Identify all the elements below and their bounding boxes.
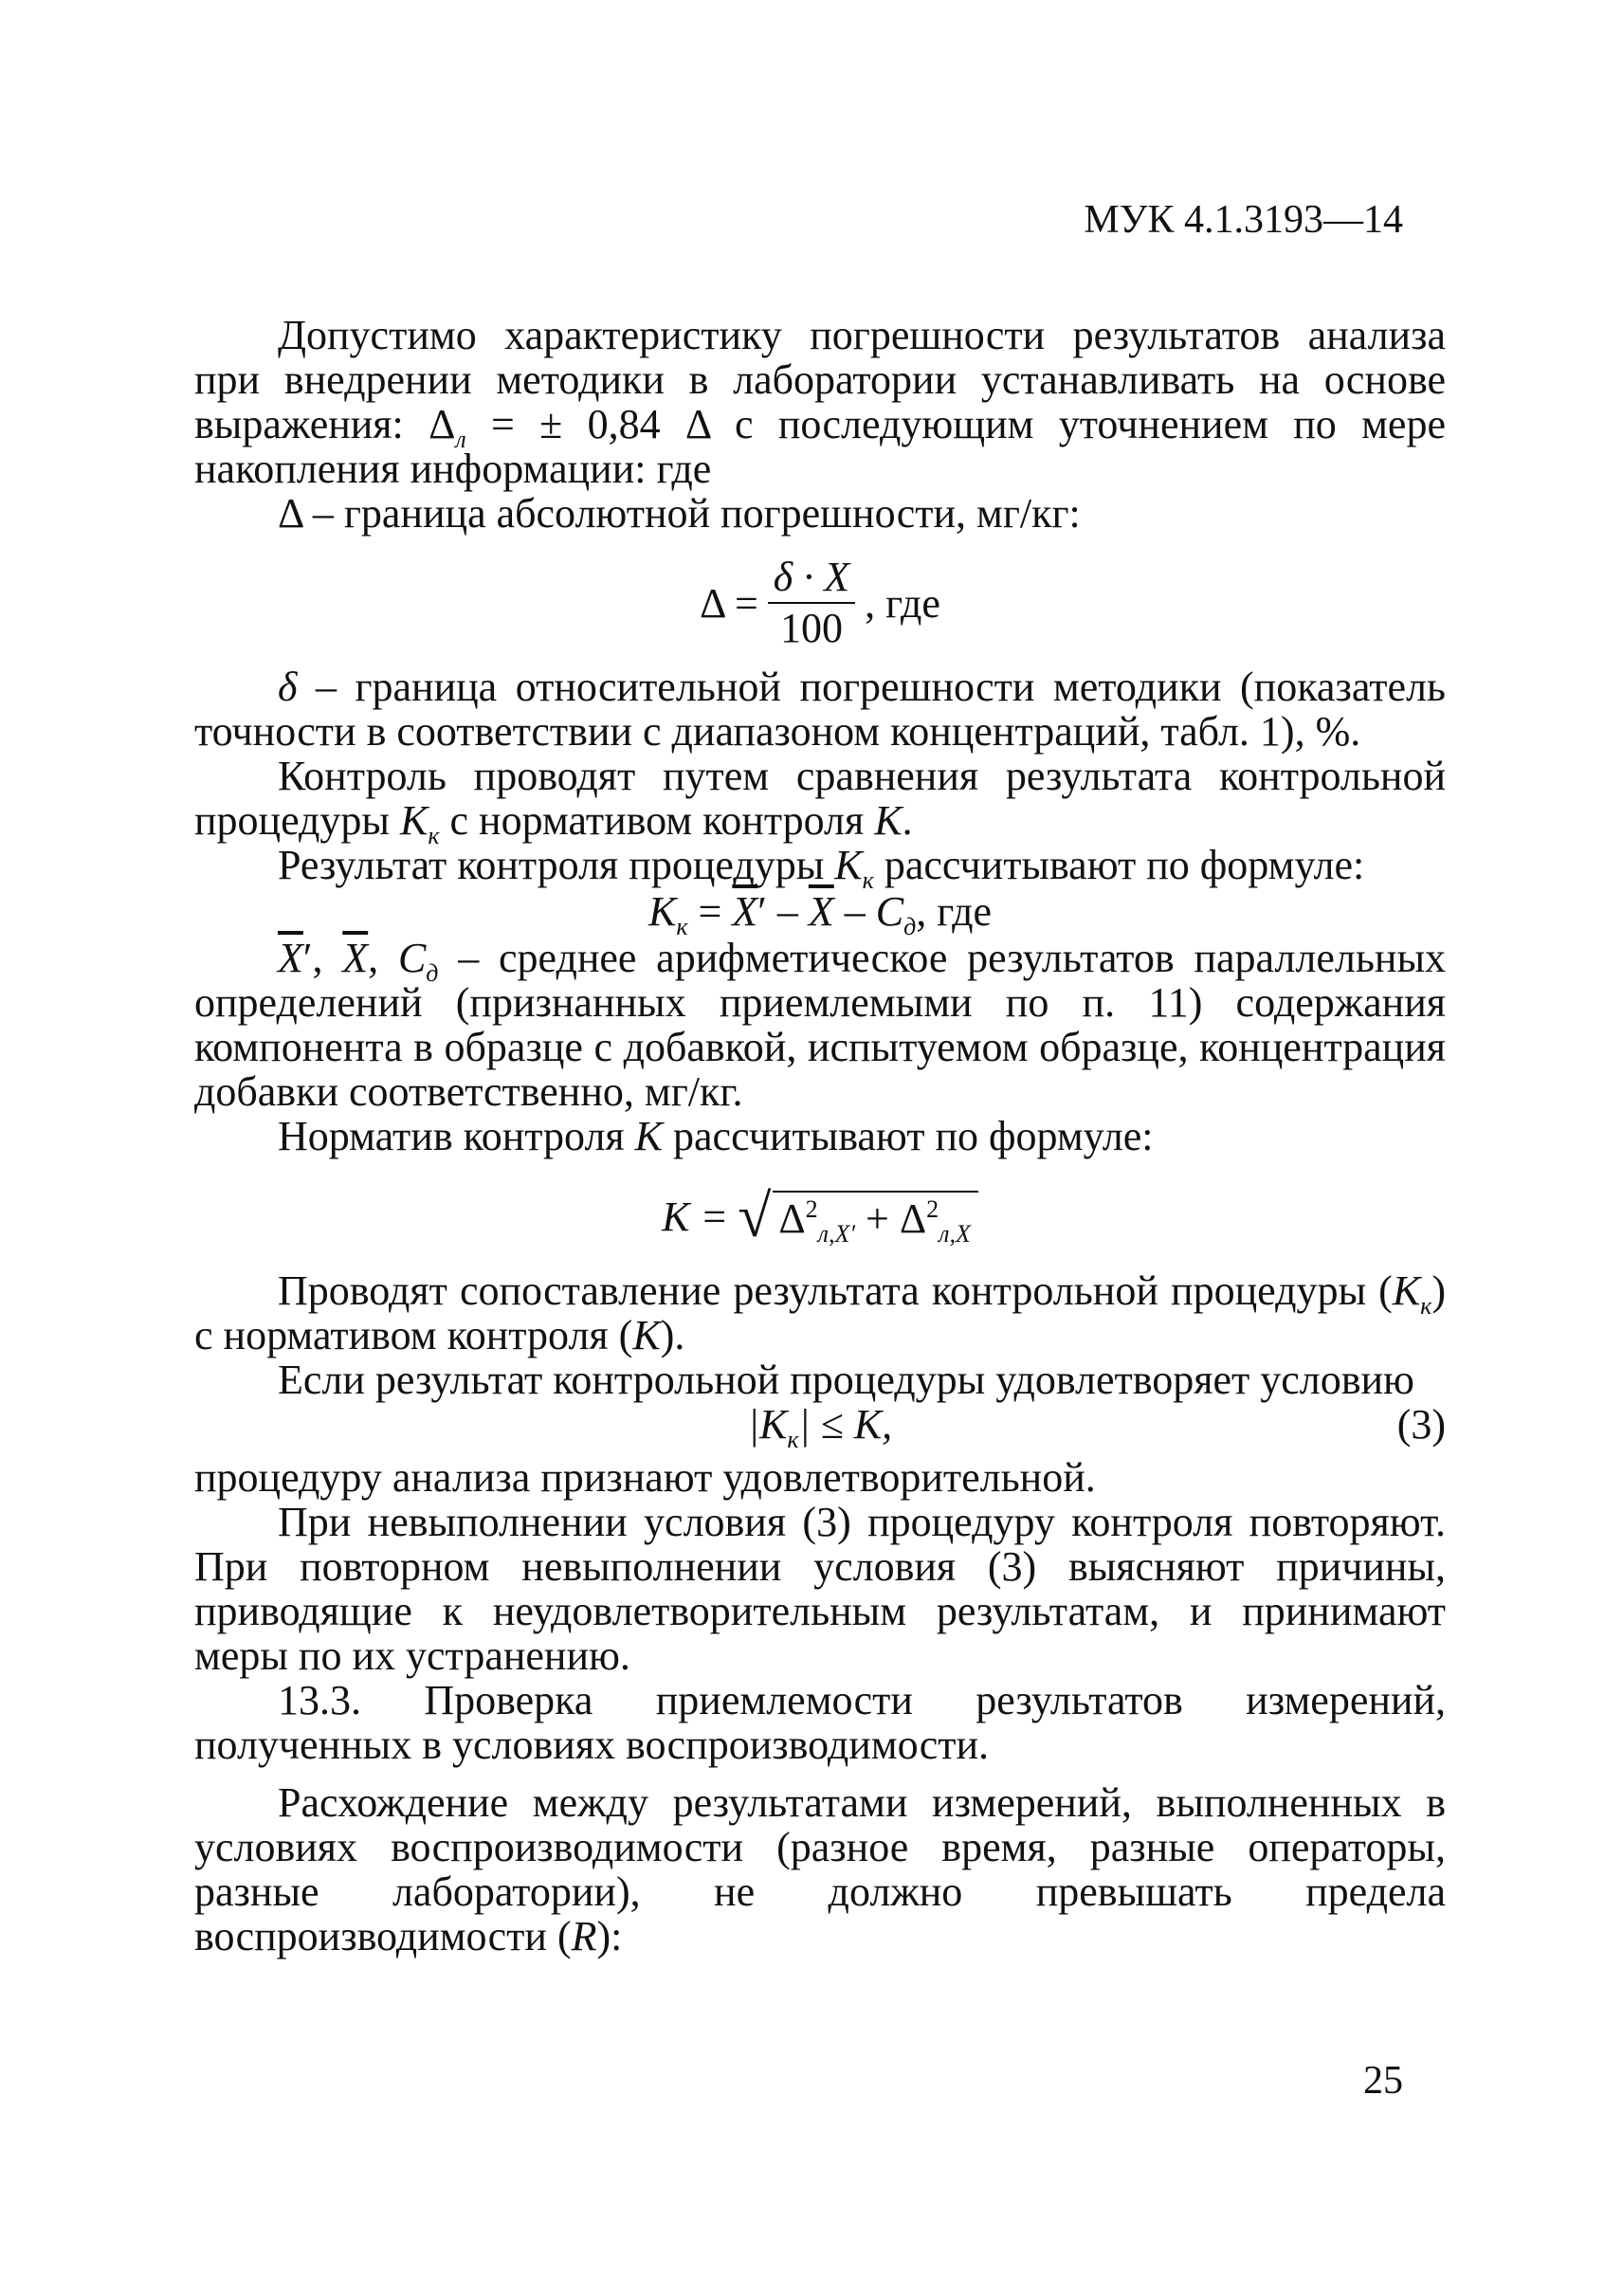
paragraph-absolute-error: Δ – граница абсолютной погрешности, мг/кг: [278, 490, 1081, 537]
paragraph-error-characteristic: Допустимо характеристику погрешности результатов анализа при внедрении методики в лаборатории устанавливать на основе выражения: $\Delta_л$ = ± 0,84 Δ с последующим уточнением по мере накопления информации: где [194, 312, 1446, 492]
paragraph-mean-definition: $\overline{X}'$, $\overline{X}$, $C_д$ – среднее арифметическое результатов параллельных определений (признанных приемлемыми по п. 11) содержания компонента в образце с добавкой, испытуемом образце, концентрация добавки соответственно, мг/кг. [194, 935, 1447, 1115]
formula-delta: Δ = $\frac{\delta \cdot X}{100}$ , где [700, 554, 940, 651]
paragraph-norm: Норматив контроля K рассчитывают по формуле: [278, 1113, 1154, 1159]
document-header: МУК 4.1.3193—14 [1084, 198, 1403, 242]
paragraph-section-13-3: 13.3. Проверка приемлемости результатов измерений, полученных в условиях воспроизводимости. [194, 1677, 1446, 1768]
paragraph-control-method: Контроль проводят путем сравнения результата контрольной процедуры $K_к$ с нормативом контроля K. [194, 753, 1446, 849]
formula-k-norm: K = √ $\Delta^2_{л,X'} + \Delta^2_{л,X}$ [194, 1164, 1446, 1268]
paragraph-control-result: Результат контроля процедуры $K_к$ рассчитывают по формуле: [278, 842, 1365, 894]
fraction: $\frac{\delta \cdot X}{100}$ [768, 553, 855, 653]
equation-3: $|K_к| \le K$, (3) [747, 1401, 1446, 1453]
paragraph-reproducibility: Расхождение между результатами измерений, выполненных в условиях воспроизводимости (разное время, разные операторы, разные лаборатории), не должно превышать предела воспроизводимости (R): [194, 1779, 1446, 1959]
paragraph-satisfactory: процедуру анализа признают удовлетворительной. [194, 1454, 1096, 1501]
page-number: 25 [1363, 2059, 1403, 2103]
paragraph-repeat: При невыполнении условия (3) процедуру контроля повторяют. При повторном невыполнении условия (3) выясняют причины, приводящие к неудовлетворительным результатам, и принимают меры по их устранению. [194, 1499, 1446, 1679]
paragraph-comparison: Проводят сопоставление результата контрольной процедуры $(K_к)$ с нормативом контроля (K). [194, 1267, 1446, 1358]
paragraph-condition: Если результат контрольной процедуры удовлетворяет условию [278, 1357, 1414, 1403]
paragraph-relative-error: δ – граница относительной погрешности методики (показатель точности в соответствии с диапазоном концентраций, табл. 1), %. [194, 664, 1446, 755]
square-root: √ $\Delta^2_{л,X'} + \Delta^2_{л,X}$ [738, 1186, 978, 1247]
formula-kk: $K_к = \overline{X}' - \overline{X} - C_д$, где [647, 888, 993, 940]
document-body [194, 313, 1446, 1959]
